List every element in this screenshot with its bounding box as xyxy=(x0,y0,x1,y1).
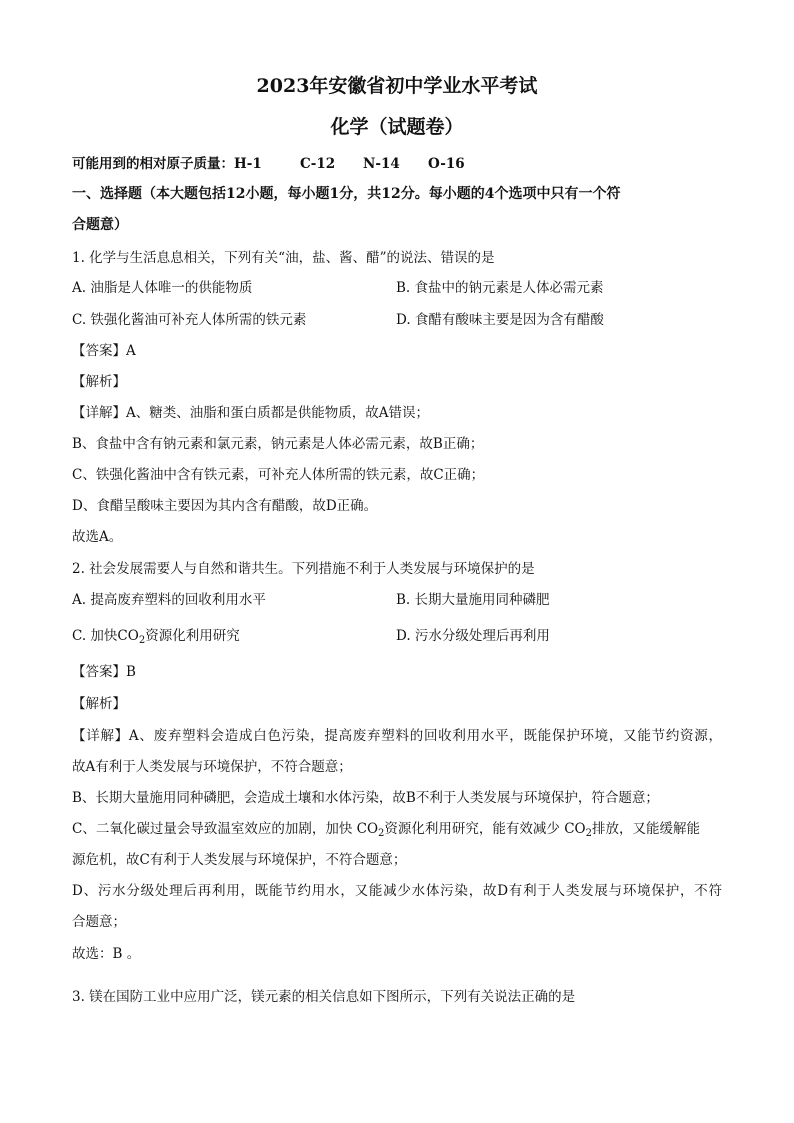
q2-option-c-prefix: C. 加快CO xyxy=(72,628,139,644)
q2-detail-a-line2: 故A有利于人类发展与环境保护，不符合题意； xyxy=(72,759,352,775)
q2-detail-d-line1: D、污水分级处理后再利用，既能节约用水，又能减少水体污染，故D有利于人类发展与环境保护，不符 xyxy=(72,883,722,899)
q2-option-d[interactable]: D. 污水分级处理后再利用 xyxy=(396,628,550,644)
q1-choice: 故选A。 xyxy=(72,529,123,545)
mass-c: C-12 xyxy=(300,156,336,172)
q1-option-a[interactable]: A. 油脂是人体唯一的供能物质 xyxy=(72,280,253,296)
q2-detail-c-part3: 排放，又能缓解能 xyxy=(591,821,700,837)
q2-option-c[interactable] xyxy=(72,624,240,646)
atomic-mass-label: 可能用到的相对原子质量： xyxy=(72,156,234,172)
q2-analysis-label: 【解析】 xyxy=(72,696,126,712)
q1-detail-b: B、食盐中含有钠元素和氯元素，钠元素是人体必需元素，故B正确； xyxy=(72,436,484,452)
q2-answer: 【答案】B xyxy=(72,664,136,680)
q2-detail-c-part1: C、二氧化碳过量会导致温室效应的加剧，加快 CO xyxy=(72,821,379,837)
mass-h: H-1 xyxy=(234,156,262,172)
section-heading-line2: 合题意） xyxy=(72,217,128,233)
q3-stem: 3. 镁在国防工业中应用广泛，镁元素的相关信息如下图所示，下列有关说法正确的是 xyxy=(72,989,576,1005)
exam-subtitle: 化学（试题卷） xyxy=(330,116,464,138)
q2-option-c-suffix: 资源化利用研究 xyxy=(145,628,240,644)
q2-detail-a-line1: 【详解】A、废弃塑料会造成白色污染，提高废弃塑料的回收利用水平，既能保护环境，又能节约资源， xyxy=(72,728,722,744)
q2-detail-b: B、长期大量施用同种磷肥，会造成土壤和水体污染，故B不利于人类发展与环境保护，符合题意； xyxy=(72,790,659,806)
q2-stem: 2. 社会发展需要人与自然和谐共生。下列措施不利于人类发展与环境保护的是 xyxy=(72,561,535,577)
co2-subscript: 2 xyxy=(138,635,146,646)
q1-option-b[interactable]: B. 食盐中的钠元素是人体必需元素 xyxy=(396,280,604,296)
q2-option-a[interactable]: A. 提高废弃塑料的回收利用水平 xyxy=(72,592,266,608)
q2-detail-d-line2: 合题意； xyxy=(72,914,126,930)
q2-choice: 故选：B 。 xyxy=(72,946,141,962)
q1-option-c[interactable]: C. 铁强化酱油可补充人体所需的铁元素 xyxy=(72,312,307,328)
q1-stem: 1. 化学与生活息息相关，下列有关“油，盐、酱、醋”的说法、错误的是 xyxy=(72,250,495,266)
q1-detail-a: 【详解】A、糖类、油脂和蛋白质都是供能物质，故A错误； xyxy=(72,405,429,421)
section-heading-line1: 一、选择题（本大题包括12小题，每小题1分，共12分。每小题的4个选项中只有一个符 xyxy=(72,186,621,202)
co2-subscript: 2 xyxy=(585,828,592,839)
q2-detail-c-part2: 资源化利用研究，能有效减少 CO xyxy=(384,821,586,837)
co2-subscript: 2 xyxy=(378,828,385,839)
atomic-mass-line xyxy=(72,152,465,172)
mass-o: O-16 xyxy=(428,156,465,172)
q1-analysis-label: 【解析】 xyxy=(72,374,126,390)
q1-option-d[interactable]: D. 食醋有酸味主要是因为含有醋酸 xyxy=(396,312,604,328)
q2-detail-c-line2: 源危机，故C有利于人类发展与环境保护，不符合题意； xyxy=(72,852,407,868)
exam-title: 2023年安徽省初中学业水平考试 xyxy=(256,75,538,97)
mass-n: N-14 xyxy=(363,156,400,172)
q1-answer: 【答案】A xyxy=(72,343,136,359)
q1-detail-d: D、食醋呈酸味主要因为其内含有醋酸，故D正确。 xyxy=(72,498,378,514)
q2-option-b[interactable]: B. 长期大量施用同种磷肥 xyxy=(396,592,550,608)
q2-detail-c-line1 xyxy=(72,817,700,839)
q1-detail-c: C、铁强化酱油中含有铁元素，可补充人体所需的铁元素，故C正确； xyxy=(72,467,485,483)
